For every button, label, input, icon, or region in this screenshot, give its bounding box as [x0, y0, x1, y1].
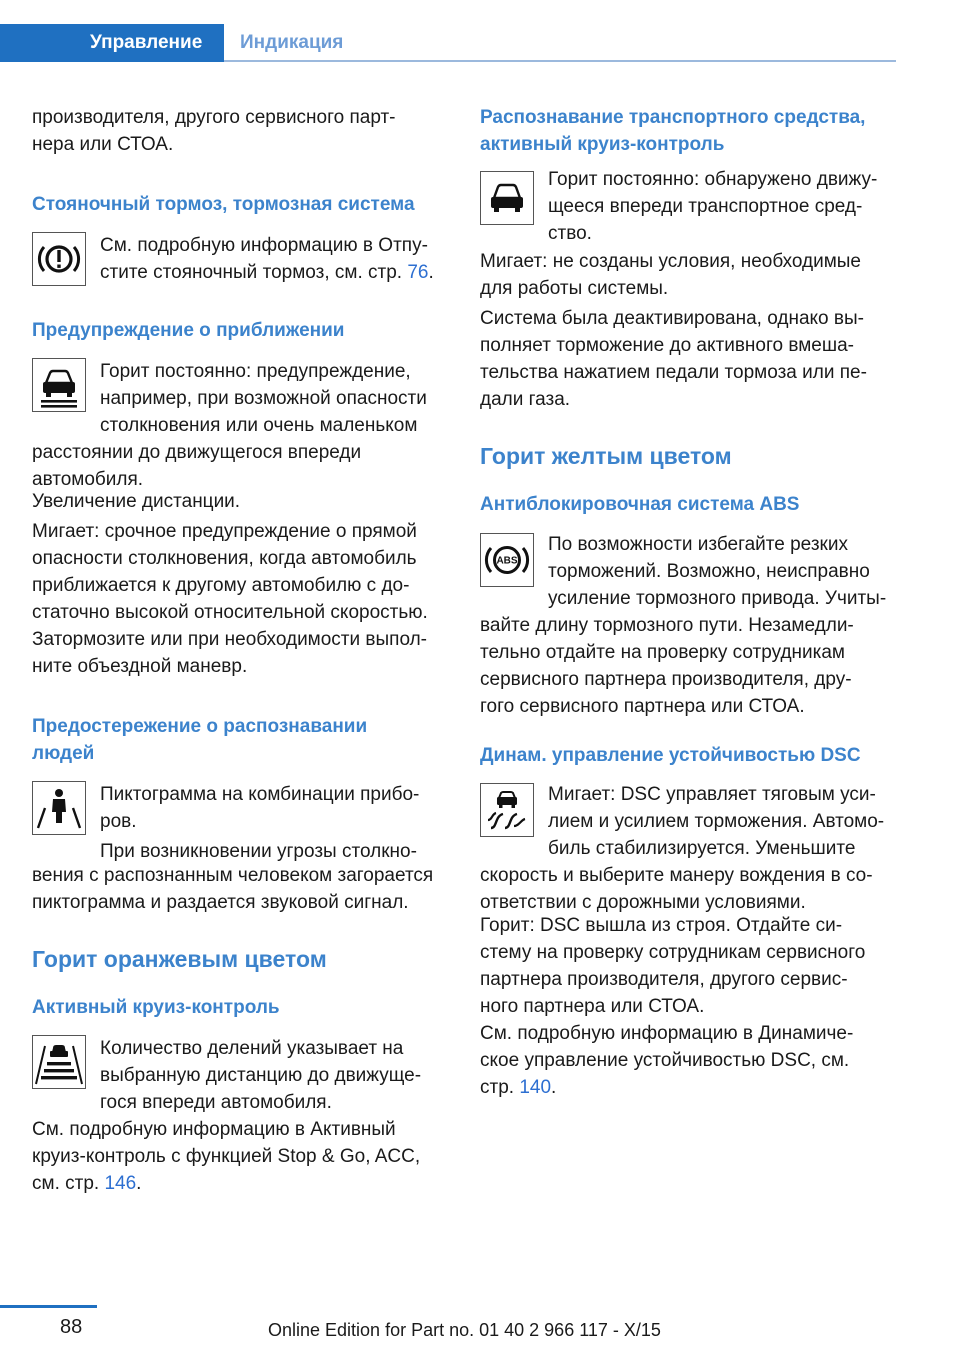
text-line: [32, 1170, 452, 1197]
text-line: опасности столкновения, когда автомобиль: [32, 548, 417, 569]
text-line: расстоянии до движущегося впереди: [32, 442, 362, 463]
text-line: сервисного партнера производителя, дру‐: [480, 669, 852, 690]
text-line: лием и усилием торможения. Автомо‐: [548, 811, 885, 832]
dsc-icon: [480, 783, 534, 837]
text-line: См. подробную информацию в Отпу‐: [100, 235, 428, 256]
text-fragment: .: [428, 262, 434, 283]
text-line: тельно отдайте на проверку сотрудникам: [480, 642, 845, 663]
text-line: ское управление устойчивостью DSC, см.: [480, 1050, 850, 1071]
text-fragment: .: [551, 1077, 557, 1098]
dsc-paragraph-3: [480, 1020, 900, 1101]
page-link-146[interactable]: 146: [104, 1173, 137, 1194]
tab-control[interactable]: Управление: [0, 24, 224, 62]
text-line: Пиктограмма на комбинации прибо‐: [100, 784, 420, 805]
text-line: Система была деактивирована, однако вы‐: [480, 308, 864, 329]
approach-paragraph-4: [32, 626, 452, 680]
orange-section-heading: Горит оранжевым цветом: [32, 946, 327, 972]
dsc-heading: Динам. управление устойчивостью DSC: [480, 745, 861, 766]
person-warning-text: [100, 781, 452, 865]
text-line: Мигает: DSC управляет тяговым уси‐: [548, 784, 876, 805]
text-line: Мигает: срочное предупреждение о прямой: [32, 521, 417, 542]
text-line: См. подробную информацию в Динамиче‐: [480, 1023, 854, 1044]
footer-accent-line: [0, 1305, 97, 1308]
vehicle-detected-icon: [480, 171, 534, 225]
text-line: скорость и выберите манеру вождения в со‐: [480, 865, 873, 886]
page-link-76[interactable]: 76: [407, 262, 429, 283]
approach-warning-text-cont: [32, 439, 452, 493]
text-line: вения с распознанным человеком загорается: [32, 865, 434, 886]
text-line: щееся впереди транспортное сред‐: [548, 196, 863, 217]
text-line: столкновения или очень маленьком: [100, 415, 418, 436]
text-line: Горит постоянно: предупреждение,: [100, 361, 411, 382]
vehicle-detection-paragraph-3: [480, 305, 900, 413]
approach-paragraph-3: [32, 518, 452, 626]
parking-brake-heading: Стояночный тормоз, тормозная система: [32, 194, 415, 215]
page-number: 88: [60, 1316, 83, 1338]
approach-car-icon: [32, 358, 86, 412]
text-fragment: см. стр.: [32, 1173, 105, 1194]
text-line: Увеличение дистанции.: [32, 491, 241, 512]
intro-paragraph: [32, 104, 452, 158]
text-line: Горит постоянно: обнаружено движу‐: [548, 169, 878, 190]
text-line: гого сервисного партнера или СТОА.: [480, 696, 805, 717]
text-line: См. подробную информацию в Активный: [32, 1119, 396, 1140]
vehicle-detection-text: [548, 166, 900, 247]
text-line: приближается к другому автомобилю с до‐: [32, 575, 410, 596]
text-line: полняет торможение до активного вмеша‐: [480, 335, 854, 356]
acc-heading: Активный круиз-контроль: [32, 997, 280, 1018]
text-line: ответствии с дорожными условиями.: [480, 892, 806, 913]
text-line: По возможности избегайте резких: [548, 534, 848, 555]
text-fragment: стите стояночный тормоз, см. стр.: [100, 262, 408, 283]
parking-brake-text: [100, 232, 452, 286]
dsc-paragraph-2: [480, 912, 900, 1020]
abs-text-cont: [480, 612, 900, 720]
text-line: для работы системы.: [480, 278, 669, 299]
text-line: круиз-контроль с функцией Stop & Go, ACC,: [32, 1146, 421, 1167]
text-line: гося впереди автомобиля.: [100, 1092, 332, 1113]
text-line: выбранную дистанцию до движуще‐: [100, 1065, 422, 1086]
text-line: партнера производителя, другого сервис‐: [480, 969, 848, 990]
text-line: Затормозите или при необходимости выпол‐: [32, 629, 428, 650]
text-line: автомобиля.: [32, 469, 144, 490]
yellow-section-heading: Горит желтым цветом: [480, 443, 732, 469]
text-fragment: стр.: [480, 1077, 520, 1098]
vehicle-detection-heading: [480, 104, 900, 158]
text-line: Количество делений указывает на: [100, 1038, 404, 1059]
text-line: например, при возможной опасности: [100, 388, 427, 409]
header-divider: [224, 60, 896, 62]
abs-text: [548, 531, 900, 612]
approach-paragraph-2: [32, 488, 452, 515]
acc-distance-icon: [32, 1035, 86, 1089]
dsc-text-cont: [480, 862, 900, 916]
acc-text: [100, 1035, 452, 1116]
text-line: торможений. Возможно, неисправно: [548, 561, 870, 582]
approach-warning-heading: Предупреждение о приближении: [32, 320, 345, 341]
text-line: ров.: [100, 811, 137, 832]
approach-warning-text: [100, 358, 452, 439]
text-line: нера или СТОА.: [32, 134, 174, 155]
abs-icon-label: ABS: [496, 555, 518, 567]
tab-indication[interactable]: Индикация: [240, 32, 344, 53]
text-line: При возникновении угрозы столкно‐: [100, 841, 417, 862]
text-line: ство.: [548, 223, 592, 244]
page-link-140[interactable]: 140: [519, 1077, 552, 1098]
abs-heading: Антиблокировочная система ABS: [480, 494, 800, 515]
heading-line: людей: [32, 743, 95, 764]
text-fragment: .: [136, 1173, 142, 1194]
vehicle-detection-paragraph-2: [480, 248, 900, 302]
abs-icon: [480, 533, 534, 587]
text-line: ните объездной маневр.: [32, 656, 248, 677]
heading-line: активный круиз-контроль: [480, 134, 725, 155]
text-line: [480, 1074, 900, 1101]
text-line: усиление тормозного привода. Учиты‐: [548, 588, 887, 609]
parking-brake-warning-icon: [32, 232, 86, 286]
text-line: [100, 259, 452, 286]
text-line: пиктограмма и раздается звуковой сигнал.: [32, 892, 409, 913]
pedestrian-icon: [32, 781, 86, 835]
text-line: стему на проверку сотрудникам сервисного: [480, 942, 866, 963]
text-line: Мигает: не созданы условия, необходимые: [480, 251, 862, 272]
heading-line: Предостережение о распознавании: [32, 716, 368, 737]
text-line: Горит: DSC вышла из строя. Отдайте си‐: [480, 915, 843, 936]
text-line: дали газа.: [480, 389, 571, 410]
header-tabs: [0, 0, 960, 64]
text-line: производителя, другого сервисного парт‐: [32, 107, 396, 128]
text-line: статочно высокой относительной скоростью.: [32, 602, 428, 623]
footer-edition-text: Online Edition for Part no. 01 40 2 966 117 - X/15: [268, 1320, 661, 1340]
text-line: биль стабилизируется. Уменьшите: [548, 838, 856, 859]
text-line: тельства нажатием педали тормоза или пе‐: [480, 362, 867, 383]
acc-paragraph-2: [32, 1116, 452, 1197]
dsc-text: [548, 781, 900, 862]
text-line: ного партнера или СТОА.: [480, 996, 705, 1017]
person-warning-text-cont: [32, 862, 452, 916]
text-line: вайте длину тормозного пути. Незамедли‐: [480, 615, 854, 636]
person-warning-heading: [32, 713, 452, 767]
heading-line: Распознавание транспортного средства,: [480, 107, 866, 128]
